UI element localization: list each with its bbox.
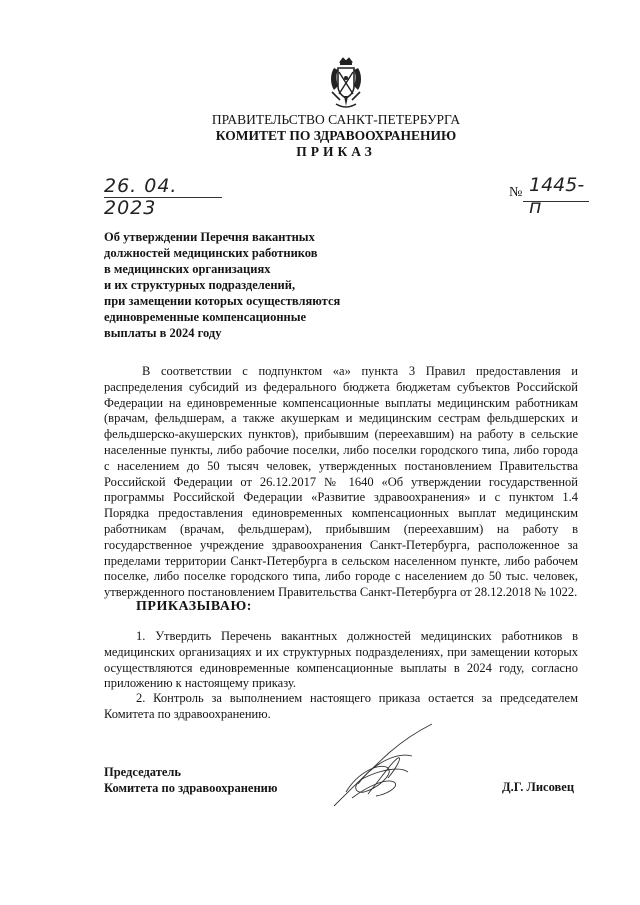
signatory-title-line: Председатель [104,765,182,779]
signatory-name: Д.Г. Лисовец [502,780,575,794]
subject-line: выплаты в 2024 году [104,326,222,340]
order-item-2: 2. Контроль за выполнением настоящего приказа остается за председателем Комитета по здравоохранению. [104,691,578,721]
signatory-title-line: Комитета по здравоохранению [104,781,278,795]
preamble-paragraph: В соответствии с подпунктом «а» пункта 3 Правил предоставления и распределения субсидий из федерального бюджета бюджетам субъектов Российской Федерации на единовременные компенсационные выплаты медицинским работникам (врачам, фельдшерам, а также акушеркам и медицинским сестрам фельдшерских и фельдшерско-акушерских пунктов), прибывшим (переехавшим) на работу в сельские населенные пункты, либо рабочие поселки, либо поселки городского типа, либо города с населением до 50 тысяч человек, утвержденных постановлением Правительства Российской Федерации от 26.12.2017 № 1640 «Об утверждении государственной программы Российской Федерации «Развитие здравоохранения» и с пунктом 1.4 Порядка предоставления единовременных компенсационных выплат медицинским работникам (врачам, фельдшерам), прибывшим (переехавшим) на работу в государственное учреждение здравоохранения Санкт-Петербурга, расположенное за пределами территории Санкт-Петербурга в сельском населенном пункте, либо рабочем поселке, либо поселке городского типа, либо городе с населением до 50 тыс. человек, утвержденного постановлением Правительства Санкт-Петербурга от 28.12.2018 № 1022. [104,364,578,600]
subject-line: и их структурных подразделений, [104,278,296,292]
subject-line: должностей медицинских работников [104,246,318,260]
committee-title: КОМИТЕТ ПО ЗДРАВООХРАНЕНИЮ [215,128,457,143]
handwritten-signature [328,722,438,810]
number-sign: № [509,185,523,200]
order-heading: ПРИКАЗ [296,144,376,159]
order-date: 26. 04. 2023 [104,175,222,198]
subject-line: Об утверждении Перечня вакантных [104,230,315,244]
order-item-1: 1. Утвердить Перечень вакантных должностей медицинских работников в медицинских организациях и их структурных подразделениях, при замещении которых осуществляются единовременные компенсационные выплаты в 2024 году, согласно приложению к настоящему приказу. [104,629,578,691]
subject-line: при замещении которых осуществляются [104,294,341,308]
order-number [509,174,589,218]
order-number-value: 1445-п [529,174,585,218]
government-title: ПРАВИТЕЛЬСТВО САНКТ-ПЕТЕРБУРГА [211,112,461,127]
order-command: ПРИКАЗЫВАЮ: [136,599,252,614]
number-underline [523,201,589,202]
order-subject [104,229,404,341]
signatory-title [104,764,277,796]
coat-of-arms-emblem [326,56,366,112]
subject-line: единовременные компенсационные [104,310,307,324]
subject-line: в медицинских организациях [104,262,271,276]
